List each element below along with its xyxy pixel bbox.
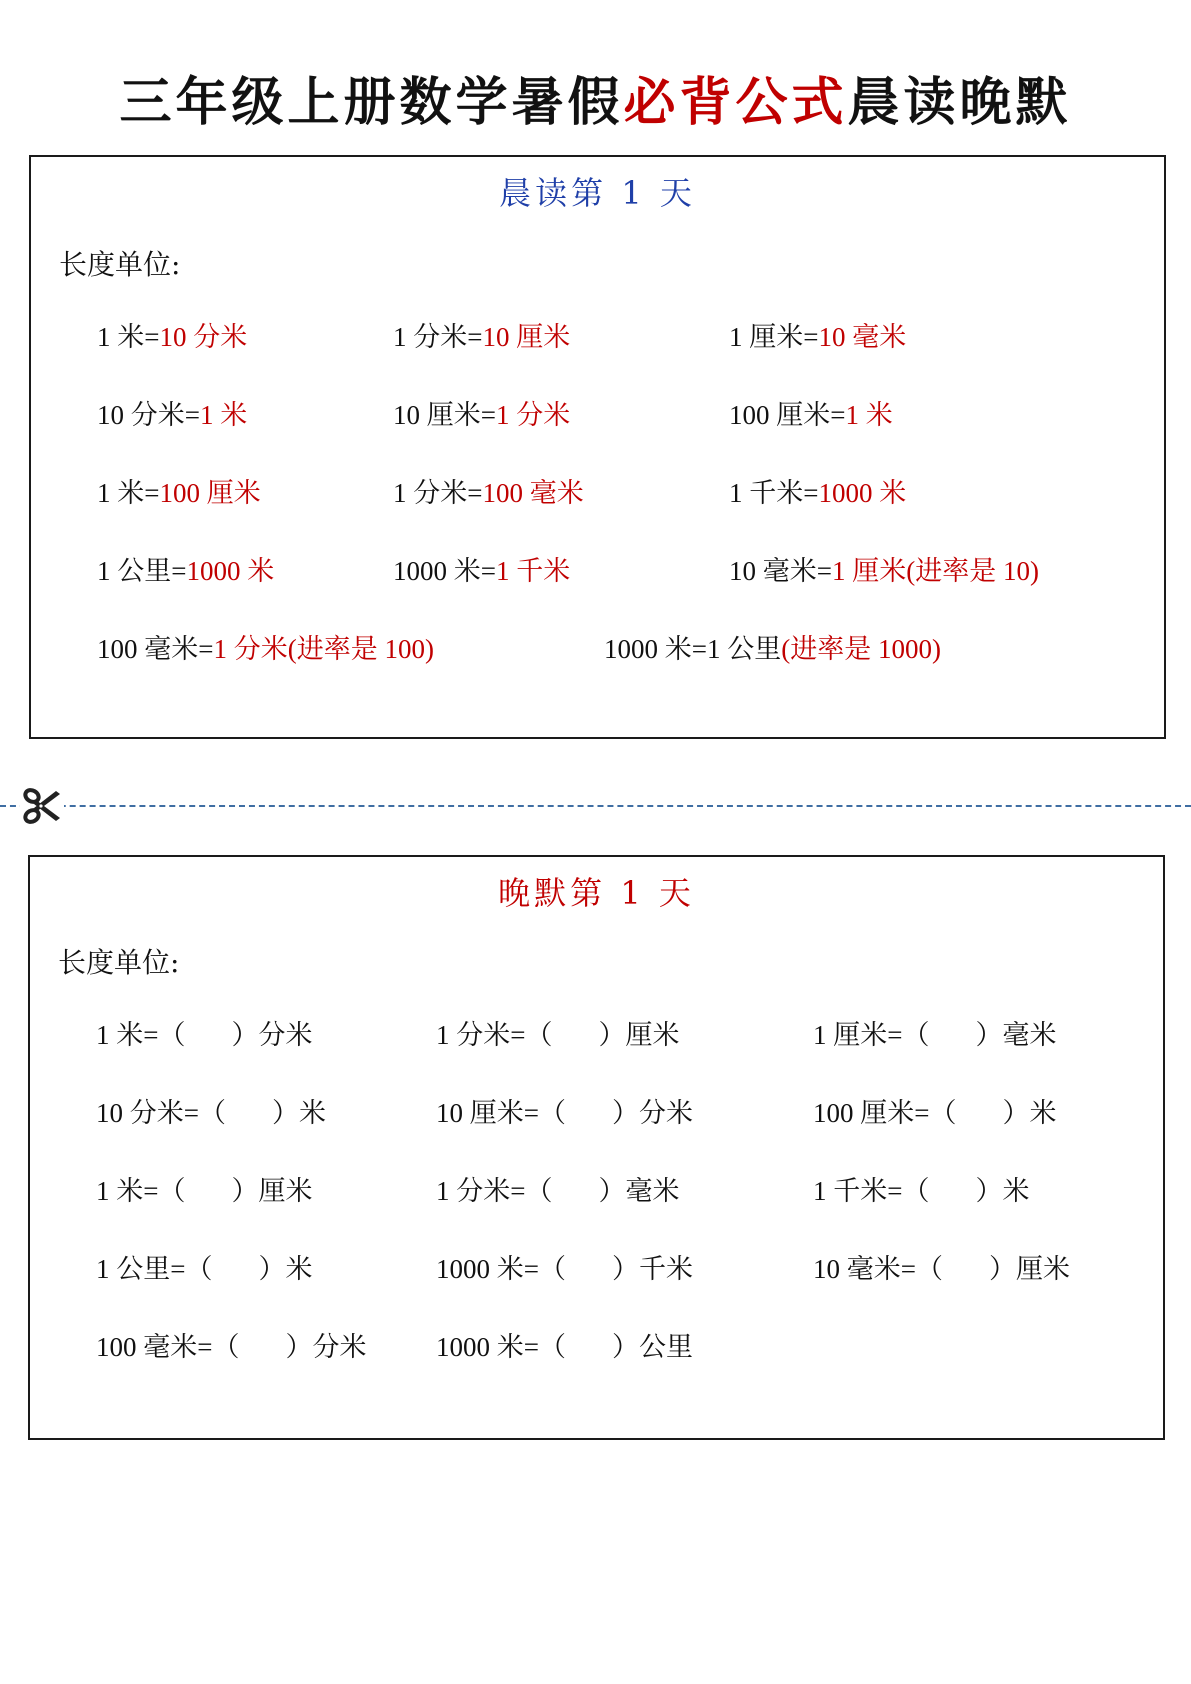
formula xyxy=(393,397,570,433)
exercise-given: 10 分米=（ xyxy=(96,1098,226,1128)
exercise xyxy=(96,1017,312,1053)
formula-given: 1 厘米= xyxy=(729,322,819,352)
exercise-given: 1 公里=（ xyxy=(96,1254,213,1284)
formula-answer: 100 毫米 xyxy=(482,478,584,508)
exercise-unit: ）毫米 xyxy=(975,1020,1057,1050)
exercise-unit: ）米 xyxy=(975,1176,1030,1206)
exercise-unit: ）厘米 xyxy=(231,1176,313,1206)
exercise-given: 1 分米=（ xyxy=(436,1176,553,1206)
formula xyxy=(97,475,261,511)
exercise xyxy=(96,1173,312,1209)
formula xyxy=(729,475,906,511)
evening-title: 晚默第 1 天 xyxy=(498,874,695,912)
exercise-given: 1 分米=（ xyxy=(436,1020,553,1050)
formula xyxy=(393,475,584,511)
formula xyxy=(97,319,247,355)
exercise-given: 10 厘米=（ xyxy=(436,1098,566,1128)
formula xyxy=(97,397,247,433)
exercise xyxy=(813,1173,1029,1209)
formula xyxy=(97,553,274,589)
formula-given: 1 米= xyxy=(97,478,160,508)
exercise-given: 1 千米=（ xyxy=(813,1176,930,1206)
exercise-unit: ）千米 xyxy=(611,1254,693,1284)
exercise xyxy=(436,1173,679,1209)
formula-given: 10 毫米= xyxy=(729,556,832,586)
formula-given: 1 公里= xyxy=(97,556,187,586)
formula-given: 100 毫米= xyxy=(97,634,214,664)
exercise-unit: ）厘米 xyxy=(598,1020,680,1050)
formula-answer: 10 分米 xyxy=(159,322,248,352)
formula-answer: 1 分米(进率是 100) xyxy=(213,634,434,664)
formula-given: 1 分米= xyxy=(393,478,483,508)
exercise-given: 10 毫米=（ xyxy=(813,1254,943,1284)
exercise-unit: ）分米 xyxy=(611,1098,693,1128)
exercise-unit: ）米 xyxy=(271,1098,326,1128)
formula-answer: (进率是 1000) xyxy=(781,634,941,664)
formula xyxy=(729,397,893,433)
exercise xyxy=(436,1251,693,1287)
exercise-given: 100 毫米=（ xyxy=(96,1332,240,1362)
exercise xyxy=(813,1251,1070,1287)
exercise-unit: ）厘米 xyxy=(988,1254,1070,1284)
title-part-1: 三年级上册数学暑假 xyxy=(119,72,624,133)
exercise-unit: ）分米 xyxy=(231,1020,313,1050)
cut-line-divider xyxy=(0,805,1191,807)
formula-answer: 1000 米 xyxy=(186,556,275,586)
exercise-unit: ）公里 xyxy=(611,1332,693,1362)
exercise-given: 1 米=（ xyxy=(96,1020,186,1050)
section-label: 长度单位: xyxy=(58,946,180,979)
exercise xyxy=(436,1329,693,1365)
section-label: 长度单位: xyxy=(59,248,181,281)
exercise-given: 1000 米=（ xyxy=(436,1254,566,1284)
formula-given: 1 千米= xyxy=(729,478,819,508)
formula-answer: 1000 米 xyxy=(818,478,907,508)
formula-given: 1 米= xyxy=(97,322,160,352)
formula-answer: 1 厘米(进率是 10) xyxy=(831,556,1039,586)
formula-given: 10 厘米= xyxy=(393,400,496,430)
evening-dictation-box xyxy=(28,855,1165,1440)
exercise-unit: ）毫米 xyxy=(598,1176,680,1206)
page-title xyxy=(0,68,1191,138)
morning-title: 晨读第 1 天 xyxy=(499,174,696,212)
scissors-icon xyxy=(20,786,64,826)
exercise xyxy=(96,1251,312,1287)
formula xyxy=(393,319,570,355)
formula-given: 100 厘米= xyxy=(729,400,846,430)
formula-answer: 1 米 xyxy=(199,400,248,430)
exercise xyxy=(813,1095,1056,1131)
title-highlight: 必背公式 xyxy=(623,72,848,133)
formula xyxy=(97,631,434,667)
exercise xyxy=(96,1329,366,1365)
formula xyxy=(604,631,941,667)
title-part-3: 晨读晚默 xyxy=(847,72,1072,133)
formula-given: 1000 米= xyxy=(393,556,496,586)
exercise xyxy=(436,1017,679,1053)
exercise xyxy=(96,1095,326,1131)
morning-reading-box xyxy=(29,155,1166,739)
formula-given: 10 分米= xyxy=(97,400,200,430)
exercise-unit: ）米 xyxy=(1002,1098,1057,1128)
exercise-given: 1 米=（ xyxy=(96,1176,186,1206)
formula-given: 1000 米=1 公里 xyxy=(604,634,782,664)
formula-answer: 10 毫米 xyxy=(818,322,907,352)
exercise-unit: ）米 xyxy=(258,1254,313,1284)
exercise xyxy=(813,1017,1056,1053)
formula xyxy=(729,319,906,355)
formula xyxy=(729,553,1039,589)
formula-answer: 1 千米 xyxy=(495,556,571,586)
exercise-given: 1000 米=（ xyxy=(436,1332,566,1362)
formula-answer: 1 分米 xyxy=(495,400,571,430)
exercise-given: 100 厘米=（ xyxy=(813,1098,957,1128)
formula-answer: 100 厘米 xyxy=(159,478,261,508)
exercise-given: 1 厘米=（ xyxy=(813,1020,930,1050)
exercise-unit: ）分米 xyxy=(285,1332,367,1362)
formula-answer: 10 厘米 xyxy=(482,322,571,352)
formula xyxy=(393,553,570,589)
exercise xyxy=(436,1095,693,1131)
formula-answer: 1 米 xyxy=(845,400,893,430)
formula-given: 1 分米= xyxy=(393,322,483,352)
